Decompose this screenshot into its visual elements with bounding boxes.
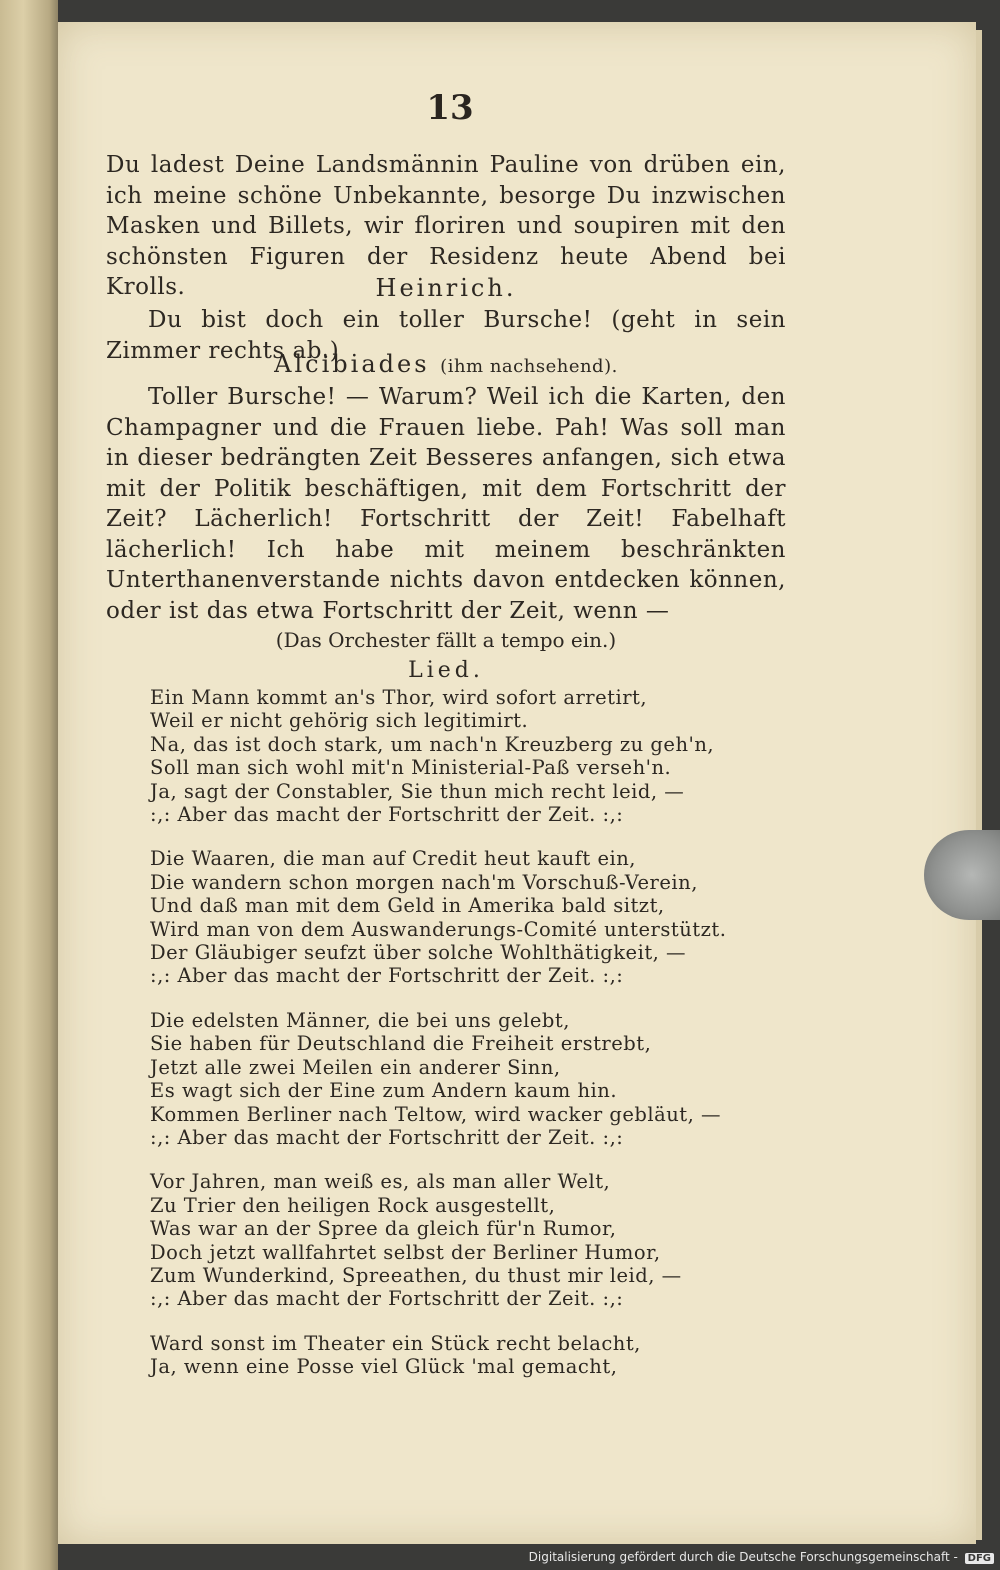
book-spine-edge (0, 0, 58, 1570)
paragraph: Toller Bursche! — Warum? Weil ich die Karten, den Champagner und die Frauen liebe. Pah! Was soll man in dieser bedrängten Zeit Besseres anfangen, sich etwa mit der Politik beschäftigen, mit dem Fortschritt der Zeit? Lächerlich! Fortschritt der Zeit! Fabelhaft lächerlich! Ich habe mit meinem beschränkten Unterthanenverstande nichts davon entdecken können, oder ist das etwa Fortschritt der Zeit, wenn — (106, 384, 786, 624)
verse-line: Wird man von dem Auswanderungs-Comité unterstützt. (150, 917, 727, 941)
speaker-name: Alcibiades (274, 350, 430, 378)
speaker-heinrich: Heinrich. (375, 274, 517, 302)
stage-direction: (Das Orchester fällt a tempo ein.) (275, 628, 617, 652)
verse-line: Zum Wunderkind, Spreeathen, du thust mir leid, — (150, 1263, 682, 1287)
verse-line: Zu Trier den heiligen Rock ausgestellt, (150, 1193, 556, 1217)
footer-text: Digitalisierung gefördert durch die Deutsche Forschungsgemeinschaft - (528, 1550, 958, 1564)
stanza-3 (150, 1008, 722, 1149)
paragraph: Du bist doch ein toller Bursche! (geht in sein Zimmer rechts ab.) (106, 307, 786, 364)
refrain-line: :,: Aber das macht der Fortschritt der Zeit. :,: (150, 964, 624, 988)
verse-line: Es wagt sich der Eine zum Andern kaum hin. (150, 1079, 618, 1103)
verse-line: Vor Jahren, man weiß es, als man aller Welt, (150, 1170, 611, 1194)
digitization-footer (529, 1550, 994, 1564)
verse-line: Was war an der Spree da gleich für'n Rumor, (150, 1217, 617, 1241)
prose-block-3 (106, 382, 786, 626)
page-right-edge (976, 30, 982, 1540)
refrain-line: :,: Aber das macht der Fortschritt der Zeit. :,: (150, 803, 624, 827)
stanza-4 (150, 1170, 710, 1310)
verse-line: Ein Mann kommt an's Thor, wird sofort arretirt, (150, 686, 648, 709)
refrain-line: :,: Aber das macht der Fortschritt der Zeit. :,: (150, 1287, 624, 1311)
stanza-1 (150, 686, 715, 827)
verse-line: Kommen Berliner nach Teltow, wird wacker gebläut, — (150, 1102, 722, 1126)
paragraph: Du ladest Deine Landsmännin Pauline von drüben ein, ich meine schöne Unbekannte, besorge Du inzwischen Masken und Billets, wir floriren und soupiren mit den schönsten Figuren der Residenz heute Abend bei Krolls. (106, 152, 786, 300)
verse-line: Weil er nicht gehörig sich legitimirt. (150, 709, 529, 733)
page-number: 13 (426, 88, 474, 128)
verse-line: Der Gläubiger seufzt über solche Wohlthätigkeit, — (150, 941, 687, 965)
verse-line: Soll man sich wohl mit'n Ministerial-Paß verseh'n. (150, 756, 672, 780)
verse-line: Und daß man mit dem Geld in Amerika bald sitzt, (150, 894, 665, 918)
stanza-5 (150, 1332, 710, 1379)
verse-line: Na, das ist doch stark, um nach'n Kreuzberg zu geh'n, (150, 732, 715, 756)
verse-line: Ja, wenn eine Posse viel Glück 'mal gemacht, (150, 1355, 618, 1379)
speaker-direction: (ihm nachsehend). (440, 356, 618, 377)
verse-line: Jetzt alle zwei Meilen ein anderer Sinn, (150, 1055, 561, 1079)
verse-line: Ward sonst im Theater ein Stück recht belacht, (150, 1331, 641, 1355)
dfg-logo-icon: DFG (965, 1553, 994, 1564)
song-stanzas (150, 686, 727, 1400)
verse-line: Die edelsten Männer, die bei uns gelebt, (150, 1008, 570, 1032)
speaker-alcibiades (106, 350, 786, 378)
verse-line: Doch jetzt wallfahrtet selbst der Berliner Humor, (150, 1240, 661, 1264)
song-title: Lied. (408, 658, 484, 683)
stanza-2 (150, 847, 727, 988)
verse-line: Sie haben für Deutschland die Freiheit erstrebt, (150, 1032, 652, 1056)
verse-line: Die Waaren, die man auf Credit heut kauft ein, (150, 847, 636, 871)
verse-line: Die wandern schon morgen nach'm Vorschuß-Verein, (150, 870, 698, 894)
verse-line: Ja, sagt der Constabler, Sie thun mich recht leid, — (150, 779, 685, 803)
refrain-line: :,: Aber das macht der Fortschritt der Zeit. :,: (150, 1125, 624, 1149)
